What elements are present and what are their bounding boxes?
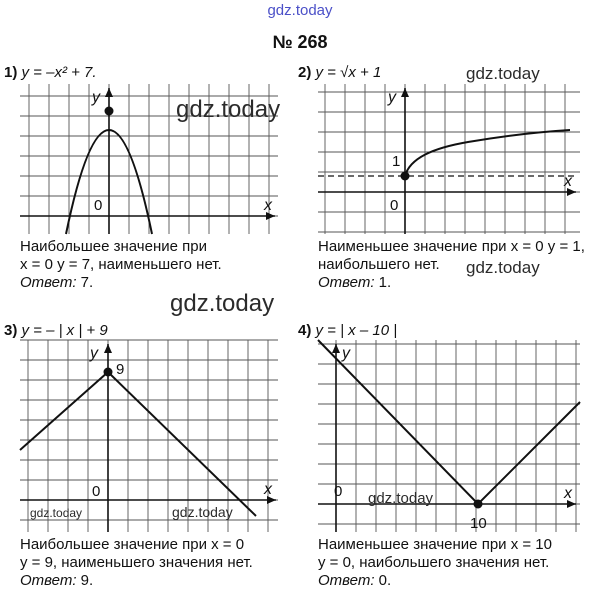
problem-3-heading [4, 322, 108, 339]
answer-label: Ответ: [318, 274, 375, 291]
problem-2-text [318, 238, 585, 292]
problem-2-line-2: наибольшего нет. [318, 256, 440, 273]
problem-1-text [20, 238, 222, 292]
watermark: gdz.today [466, 258, 540, 277]
y-axis-label: y [342, 345, 350, 362]
grid [318, 84, 580, 234]
answer-label: Ответ: [318, 572, 375, 589]
problem-2-line-1: Наименьшее значение при x = 0 y = 1, [318, 238, 585, 255]
abs-curve [318, 340, 580, 504]
y-axis-arrow [332, 344, 340, 353]
y-axis-label: y [388, 89, 396, 106]
problem-2-answer [318, 274, 585, 292]
origin-label: 0 [92, 483, 101, 500]
problem-3-line-1: Наибольшее значение при x = 0 [20, 536, 245, 553]
answer-value: 9. [80, 572, 94, 589]
watermark: gdz.today [466, 64, 540, 83]
problem-4-line-1: Наименьшее значение при x = 10 [318, 536, 552, 553]
x-axis-label: x [264, 481, 272, 498]
watermark: gdz.today [176, 96, 281, 123]
problem-3-text [20, 536, 253, 590]
problem-3-line-2: y = 9, наименьшего значения нет. [20, 554, 253, 571]
tick-label-9: 9 [116, 361, 125, 378]
exercise-number: № 268 [272, 32, 328, 52]
answer-label: Ответ: [20, 572, 77, 589]
origin-label: 0 [334, 483, 343, 500]
problem-2-heading [298, 64, 381, 81]
x-axis-label: x [264, 197, 272, 214]
problem-4-text [318, 536, 552, 590]
x-axis-label: x [564, 173, 572, 190]
problem-3-formula: y = – | x | + 9 [21, 322, 108, 339]
answer-value: 0. [378, 572, 392, 589]
y-axis-arrow [104, 344, 112, 353]
problem-2-number: 2) [298, 64, 312, 81]
problem-1-number: 1) [4, 64, 18, 81]
problem-4-line-2: y = 0, наибольшего значения нет. [318, 554, 550, 571]
y-axis-label: y [90, 345, 98, 362]
problem-4-graph [318, 340, 580, 532]
tick-label-10: 10 [470, 515, 487, 532]
problem-2-formula: y = √x + 1 [315, 64, 382, 81]
problem-2-graph [318, 84, 580, 234]
problem-1-line-2: x = 0 y = 7, наименьшего нет. [20, 256, 222, 273]
answer-value: 1. [378, 274, 392, 291]
answer-label: Ответ: [20, 274, 77, 291]
abs-curve [20, 372, 256, 516]
problem-1-formula: y = –x² + 7. [21, 64, 97, 81]
answer-value: 7. [80, 274, 94, 291]
y-axis-arrow [105, 88, 113, 97]
grid [20, 340, 278, 532]
problem-1-line-1: Наибольшее значение при [20, 238, 207, 255]
x-axis-label: x [564, 485, 572, 502]
problem-1-heading [4, 64, 97, 81]
problem-3-graph [20, 340, 278, 532]
problem-3-number: 3) [4, 322, 18, 339]
start-point [401, 172, 410, 181]
problem-4-formula: y = | x – 10 | [315, 322, 398, 339]
problem-4-number: 4) [298, 322, 312, 339]
problem-4-answer [318, 572, 552, 590]
watermark: gdz.today [172, 504, 233, 520]
watermark: gdz.today [30, 506, 83, 520]
vertex-point [104, 368, 113, 377]
vertex-point [105, 107, 114, 116]
problem-4-heading [298, 322, 397, 339]
watermark: gdz.today [368, 490, 434, 507]
tick-label-1: 1 [392, 153, 401, 170]
y-axis-arrow [401, 88, 409, 97]
vertex-point [474, 500, 483, 509]
watermark: gdz.today [170, 290, 275, 317]
y-axis-label: y [92, 89, 100, 106]
origin-label: 0 [94, 197, 103, 214]
problem-3-answer [20, 572, 253, 590]
site-name: gdz.today [267, 2, 333, 19]
origin-label: 0 [390, 197, 399, 214]
